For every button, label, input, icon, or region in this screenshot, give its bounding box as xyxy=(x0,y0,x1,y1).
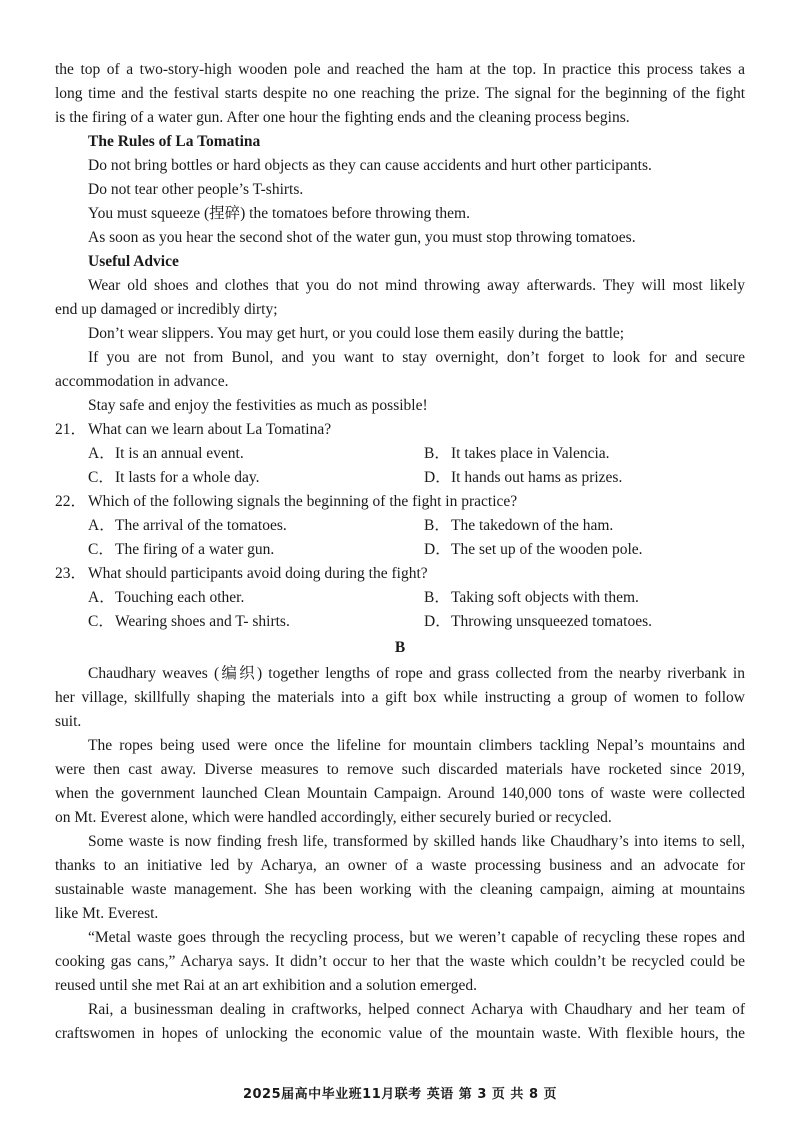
question-23 xyxy=(55,564,745,584)
option-letter: A． xyxy=(88,445,115,462)
passage-b-line: craftswomen in hopes of unlocking the economic value of the mountain waste. With flexible hours, the xyxy=(55,1025,745,1042)
option-text: Wearing shoes and T- shirts. xyxy=(115,613,290,630)
option-letter: A． xyxy=(88,589,115,606)
question-text: What can we learn about La Tomatina? xyxy=(88,421,332,438)
advice-line: end up damaged or incredibly dirty; xyxy=(55,301,278,318)
advice-line: accommodation in advance. xyxy=(55,373,229,390)
option-letter: C． xyxy=(88,469,114,486)
passage-b-line: “Metal waste goes through the recycling process, but we weren’t capable of recycling these ropes and xyxy=(88,929,745,946)
passage-b-line: cooking gas cans,” Acharya says. It didn’t occur to her that the waste which couldn’t be recycled could be xyxy=(55,953,745,970)
rules-heading: The Rules of La Tomatina xyxy=(88,133,261,150)
option-letter: C． xyxy=(88,541,114,558)
option-text: Throwing unsqueezed tomatoes. xyxy=(451,613,653,630)
option-letter: D． xyxy=(424,541,451,558)
option-22-b[interactable] xyxy=(424,516,613,536)
advice-line: If you are not from Bunol, and you want to stay overnight, don’t forget to look for and secure xyxy=(88,349,745,366)
passage-b-line: suit. xyxy=(55,713,82,730)
rule-item: As soon as you hear the second shot of the water gun, you must stop throwing tomatoes. xyxy=(88,229,636,246)
rule-item: You must squeeze (捏碎) the tomatoes before throwing them. xyxy=(88,205,470,222)
option-letter: B． xyxy=(424,445,450,462)
question-22 xyxy=(55,492,745,512)
option-text: Touching each other. xyxy=(115,589,245,606)
option-text: The takedown of the ham. xyxy=(451,517,614,534)
advice-line: Don’t wear slippers. You may get hurt, or you could lose them easily during the battle; xyxy=(88,325,625,342)
passage-b-line: sustainable waste management. She has been working with the cleaning campaign, aiming at mountains xyxy=(55,881,745,898)
question-text: Which of the following signals the beginning of the fight in practice? xyxy=(88,493,518,510)
question-number: 23． xyxy=(55,565,87,582)
advice-line: Wear old shoes and clothes that you do not mind throwing away afterwards. They will most likely xyxy=(88,277,745,294)
option-text: It hands out hams as prizes. xyxy=(451,469,623,486)
option-letter: B． xyxy=(424,589,450,606)
option-text: It is an annual event. xyxy=(115,445,244,462)
passage-line: the top of a two-story-high wooden pole and reached the ham at the top. In practice this process takes a xyxy=(55,61,745,78)
option-letter: A． xyxy=(88,517,115,534)
option-letter: B． xyxy=(424,517,450,534)
option-21-d[interactable] xyxy=(424,468,622,488)
question-text: What should participants avoid doing during the fight? xyxy=(88,565,428,582)
rule-item: Do not bring bottles or hard objects as they can cause accidents and hurt other participants. xyxy=(88,157,652,174)
passage-b-line: when the government launched Clean Mountain Campaign. Around 140,000 tons of waste were collected xyxy=(55,785,745,802)
option-text: It takes place in Valencia. xyxy=(451,445,610,462)
option-text: The arrival of the tomatoes. xyxy=(115,517,287,534)
question-number: 21． xyxy=(55,421,87,438)
passage-line: long time and the festival starts despite no one reaching the prize. The signal for the beginning of the fight xyxy=(55,85,745,102)
option-letter: D． xyxy=(424,613,451,630)
option-22-d[interactable] xyxy=(424,540,643,560)
advice-line: Stay safe and enjoy the festivities as much as possible! xyxy=(88,397,428,414)
passage-b-line: The ropes being used were once the lifeline for mountain climbers tackling Nepal’s mountains and xyxy=(88,737,745,754)
option-text: The firing of a water gun. xyxy=(115,541,275,558)
page-footer: 2025届高中毕业班11月联考 英语 第 3 页 共 8 页 xyxy=(242,1087,558,1102)
advice-heading: Useful Advice xyxy=(88,253,179,270)
passage-b-line: Rai, a businessman dealing in craftworks, helped connect Acharya with Chaudhary and her team of xyxy=(88,1001,745,1018)
option-23-b[interactable] xyxy=(424,588,639,608)
option-text: Taking soft objects with them. xyxy=(451,589,639,606)
passage-line: is the firing of a water gun. After one hour the fighting ends and the cleaning process begins. xyxy=(55,109,630,126)
passage-b-line: reused until she met Rai at an art exhibition and a solution emerged. xyxy=(55,977,477,994)
passage-b-line: Chaudhary weaves (编织) together lengths of rope and grass collected from the nearby riverbank in xyxy=(88,665,745,682)
passage-b-line: like Mt. Everest. xyxy=(55,905,159,922)
passage-b-line: Some waste is now finding fresh life, transformed by skilled hands like Chaudhary’s into items to sell, xyxy=(88,833,745,850)
option-21-b[interactable] xyxy=(424,444,610,464)
option-letter: C． xyxy=(88,613,114,630)
option-text: It lasts for a whole day. xyxy=(115,469,260,486)
rule-item: Do not tear other people’s T-shirts. xyxy=(88,181,304,198)
passage-b-line: thanks to an initiative led by Acharya, an owner of a waste processing business and an advocate for xyxy=(55,857,745,874)
option-21-a[interactable] xyxy=(88,444,244,464)
passage-b-line: were then cast away. Diverse measures to remove such discarded materials have rocketed since 2019, xyxy=(55,761,745,778)
option-23-d[interactable] xyxy=(424,612,652,632)
option-letter: D． xyxy=(424,469,451,486)
passage-b-line: on Mt. Everest alone, which were handled accordingly, either securely buried or recycled. xyxy=(55,809,612,826)
passage-b-line: her village, skillfully shaping the materials into a gift box while instructing a group of women to follow xyxy=(55,689,745,706)
option-23-c[interactable] xyxy=(88,612,290,632)
option-23-a[interactable] xyxy=(88,588,244,608)
option-22-c[interactable] xyxy=(88,540,274,560)
option-22-a[interactable] xyxy=(88,516,287,536)
question-number: 22． xyxy=(55,493,87,510)
question-21 xyxy=(55,420,745,440)
option-21-c[interactable] xyxy=(88,468,259,488)
option-text: The set up of the wooden pole. xyxy=(451,541,643,558)
section-b-heading: B xyxy=(394,639,406,656)
